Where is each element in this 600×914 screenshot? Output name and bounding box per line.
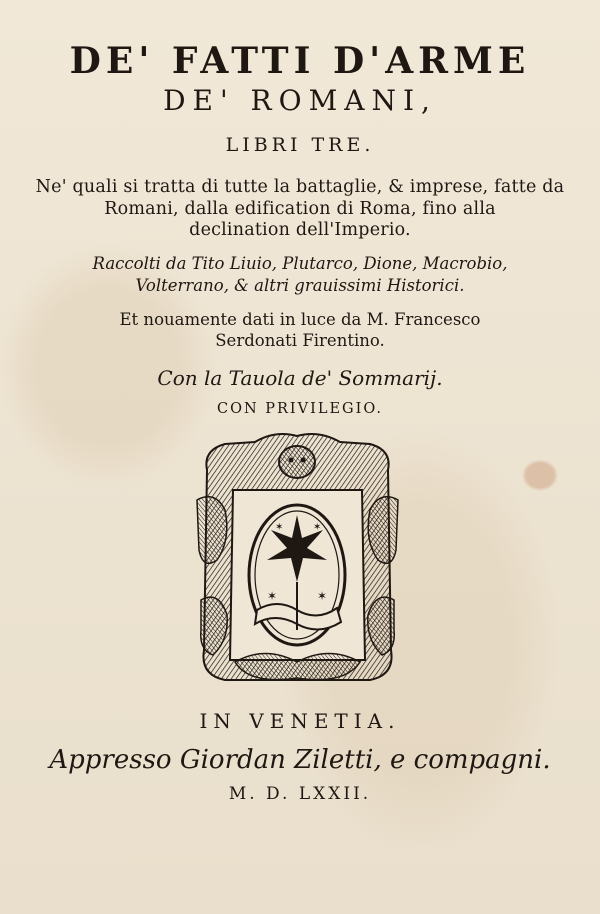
- printer-device-woodcut: [195, 430, 400, 690]
- description-line-3: declination dell'Imperio.: [189, 220, 411, 240]
- svg-text:✶: ✶: [317, 589, 328, 603]
- books-label: LIBRI TRE.: [225, 134, 375, 156]
- authors-line-1: Raccolti da Tito Liuio, Plutarco, Dione, Macrobio,: [92, 254, 508, 273]
- svg-text:✶: ✶: [267, 589, 278, 603]
- city-line: IN VENETIA.: [199, 709, 401, 733]
- svg-text:✶: ✶: [313, 522, 322, 533]
- svg-text:✶: ✶: [275, 522, 284, 533]
- publication-line-2: Serdonati Firentino.: [215, 331, 385, 350]
- description-line-2: Romani, dalla edification di Roma, fino alla: [104, 199, 496, 219]
- title-line-1: DE' FATTI D'ARME: [69, 40, 531, 82]
- privilege-line: CON PRIVILEGIO.: [216, 401, 384, 417]
- printer-line: Appresso Giordan Ziletti, e compagni.: [49, 745, 551, 775]
- title-line-2: DE' ROMANI,: [163, 84, 437, 117]
- authors-line-2: Volterrano, & altri grauissimi Historici.: [135, 276, 465, 295]
- year-line: M. D. LXXII.: [228, 784, 372, 804]
- description-line-1: Ne' quali si tratta di tutte la battaglie, & imprese, fatte da: [35, 177, 565, 197]
- tavola-line: Con la Tauola de' Sommarij.: [157, 366, 443, 390]
- publication-line-1: Et nouamente dati in luce da M. Francesco: [119, 310, 481, 329]
